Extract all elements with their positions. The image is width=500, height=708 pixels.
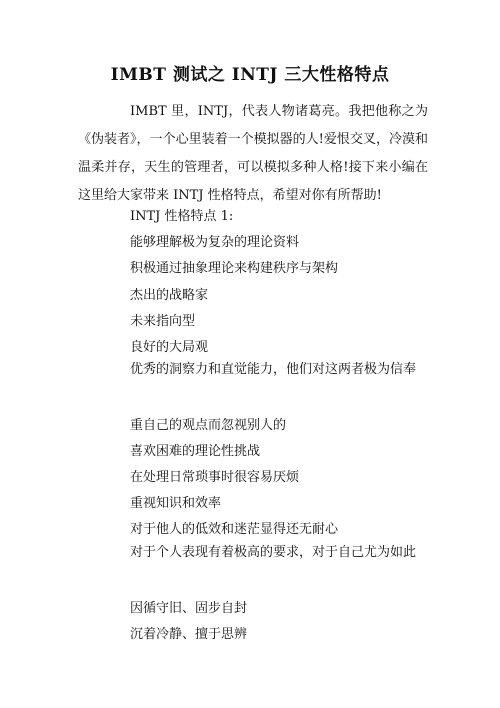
trait-item: 喜欢困难的理论性挑战 (130, 444, 261, 459)
intro-paragraph: IMBT 里，INTJ，代表人物诸葛亮。我把他称之为《伪装者》，一个心里装着一个模拟器的人!爱恨交叉，冷漠和温柔并存，天生的管理者，可以模拟多种人格!接下来小编在这里给大家带来 INTJ 性格特点，希望对你有所帮助! (78, 104, 428, 203)
trait-item: 能够理解极为复杂的理论资料 (130, 235, 300, 250)
trait-item-wrapped: 对于个人表现有着极高的要求，对于自己尤为如此 (130, 545, 417, 560)
trait-item: 良好的大局观 (130, 340, 209, 355)
trait-item: 对于他人的低效和迷茫显得还无耐心 (130, 522, 339, 537)
trait-item: 重自己的观点而忽视别人的 (130, 418, 287, 433)
trait-item: 沉着冷静、擅于思辨 (130, 627, 248, 642)
trait-item: 重视知识和效率 (130, 496, 222, 511)
trait-item: 因循守旧、固步自封 (130, 601, 248, 616)
trait-item: 在处理日常琐事时很容易厌烦 (130, 470, 300, 485)
section-heading: INTJ 性格特点 1: (130, 209, 234, 224)
trait-item: 杰出的战略家 (130, 288, 209, 303)
trait-item: 未来指向型 (130, 314, 196, 329)
trait-item-wrapped: 优秀的洞察力和直觉能力，他们对这两者极为信奉 (130, 362, 417, 377)
page-title: IMBT 测试之 INTJ 三大性格特点 (110, 65, 390, 85)
trait-item: 积极通过抽象理论来构建秩序与架构 (130, 261, 339, 276)
